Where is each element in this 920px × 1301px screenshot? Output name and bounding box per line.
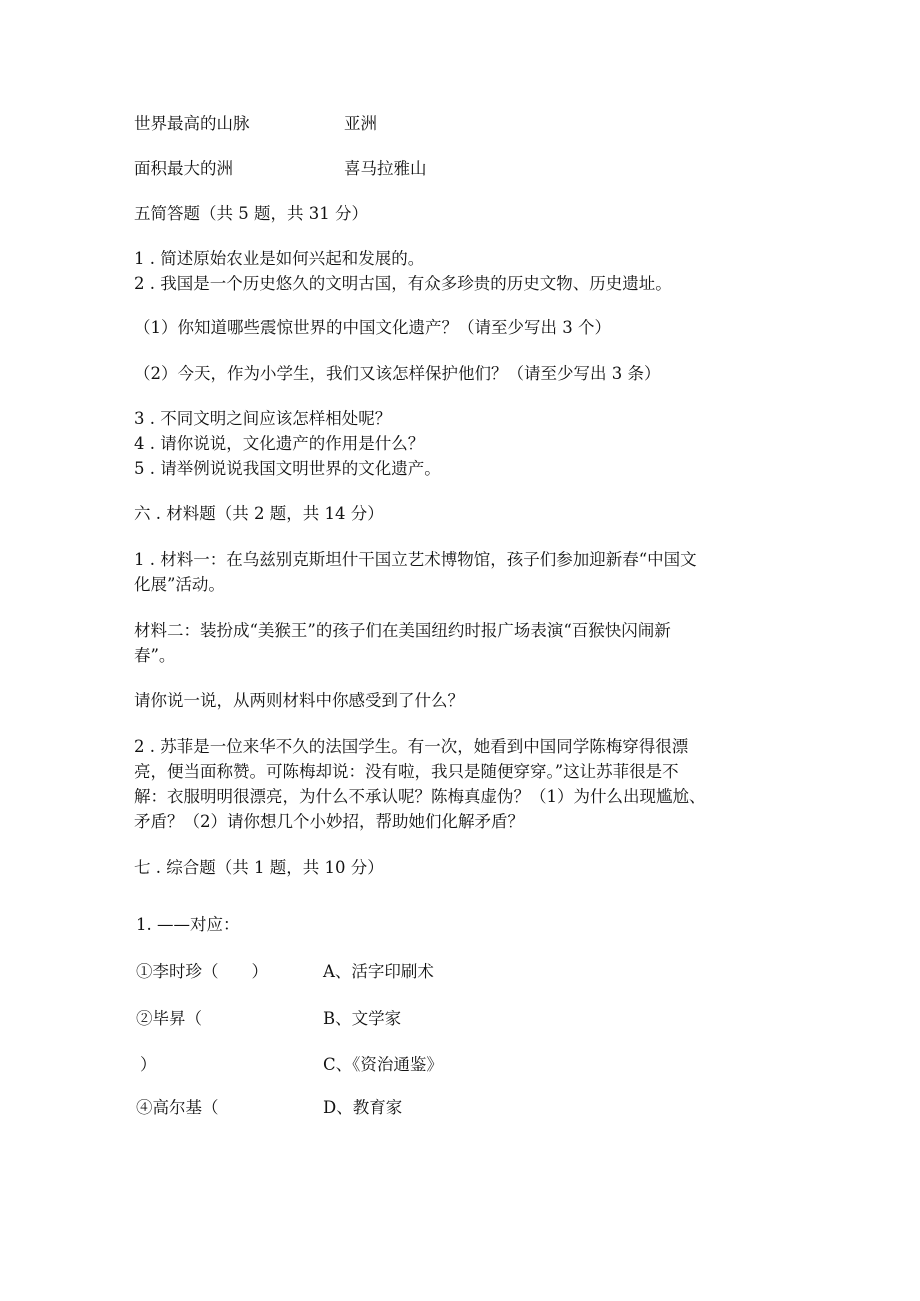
section7-row2-left: ②毕昇（ [136, 1009, 202, 1028]
section6-q2-line1: 2 . 苏菲是一位来华不久的法国学生。有一次，她看到中国同学陈梅穿得很漂 [134, 737, 689, 756]
section6-q2-line4: 矛盾？（2）请你想几个小妙招，帮助她们化解矛盾？ [134, 812, 524, 831]
section5-q1: 1 . 简述原始农业是如何兴起和发展的。 [134, 249, 425, 268]
section7-row3-left: ） [140, 1055, 157, 1074]
section7-row2-right: B、文学家 [323, 1009, 402, 1028]
section6-prompt: 请你说一说，从两则材料中你感受到了什么？ [134, 691, 464, 710]
section5-q2-sub2: （2）今天，作为小学生，我们又该怎样保护他们？（请至少写出 3 条） [134, 364, 661, 383]
match-right-1: 亚洲 [344, 114, 377, 133]
section7-row3-right: C、《资治通鉴》 [323, 1055, 443, 1074]
section5-q5: 5 . 请举例说说我国文明世界的文化遗产。 [134, 459, 441, 478]
section7-row4-right: D、教育家 [323, 1098, 403, 1117]
match-left-1: 世界最高的山脉 [134, 114, 250, 133]
section5-q2-sub1: （1）你知道哪些震惊世界的中国文化遗产？（请至少写出 3 个） [134, 318, 611, 337]
section6-q1-line2: 化展”活动。 [134, 575, 225, 594]
section7-heading: 七 . 综合题（共 1 题，共 10 分） [134, 858, 384, 877]
section6-q2-line3: 解：衣服明明很漂亮，为什么不承认呢？陈梅真虚伪？（1）为什么出现尴尬、 [134, 787, 706, 806]
match-left-2: 面积最大的洲 [134, 159, 233, 178]
section7-q1: 1. ——对应： [136, 915, 240, 934]
section5-heading: 五简答题（共 5 题，共 31 分） [134, 204, 368, 223]
section5-q4: 4 . 请你说说，文化遗产的作用是什么？ [134, 434, 425, 453]
match-right-2: 喜马拉雅山 [344, 159, 427, 178]
section6-heading: 六 . 材料题（共 2 题，共 14 分） [134, 504, 384, 523]
section6-material2-line1: 材料二：装扮成“美猴王”的孩子们在美国纽约时报广场表演“百猴快闪闹新 [134, 621, 671, 640]
section5-q3: 3 . 不同文明之间应该怎样相处呢？ [134, 409, 392, 428]
section5-q2: 2 . 我国是一个历史悠久的文明古国，有众多珍贵的历史文物、历史遗址。 [134, 274, 672, 293]
section6-material2-line2: 春”。 [134, 646, 176, 665]
section7-row1-left: ①李时珍（ ） [136, 962, 268, 981]
section7-row4-left: ④高尔基（ [136, 1098, 219, 1117]
section6-q2-line2: 亮，便当面称赞。可陈梅却说：没有啦，我只是随便穿穿。”这让苏菲很是不 [134, 762, 679, 781]
section7-row1-right: A、活字印刷术 [323, 962, 434, 981]
section6-q1-line1: 1 . 材料一：在乌兹别克斯坦什干国立艺术博物馆，孩子们参加迎新春“中国文 [134, 550, 697, 569]
